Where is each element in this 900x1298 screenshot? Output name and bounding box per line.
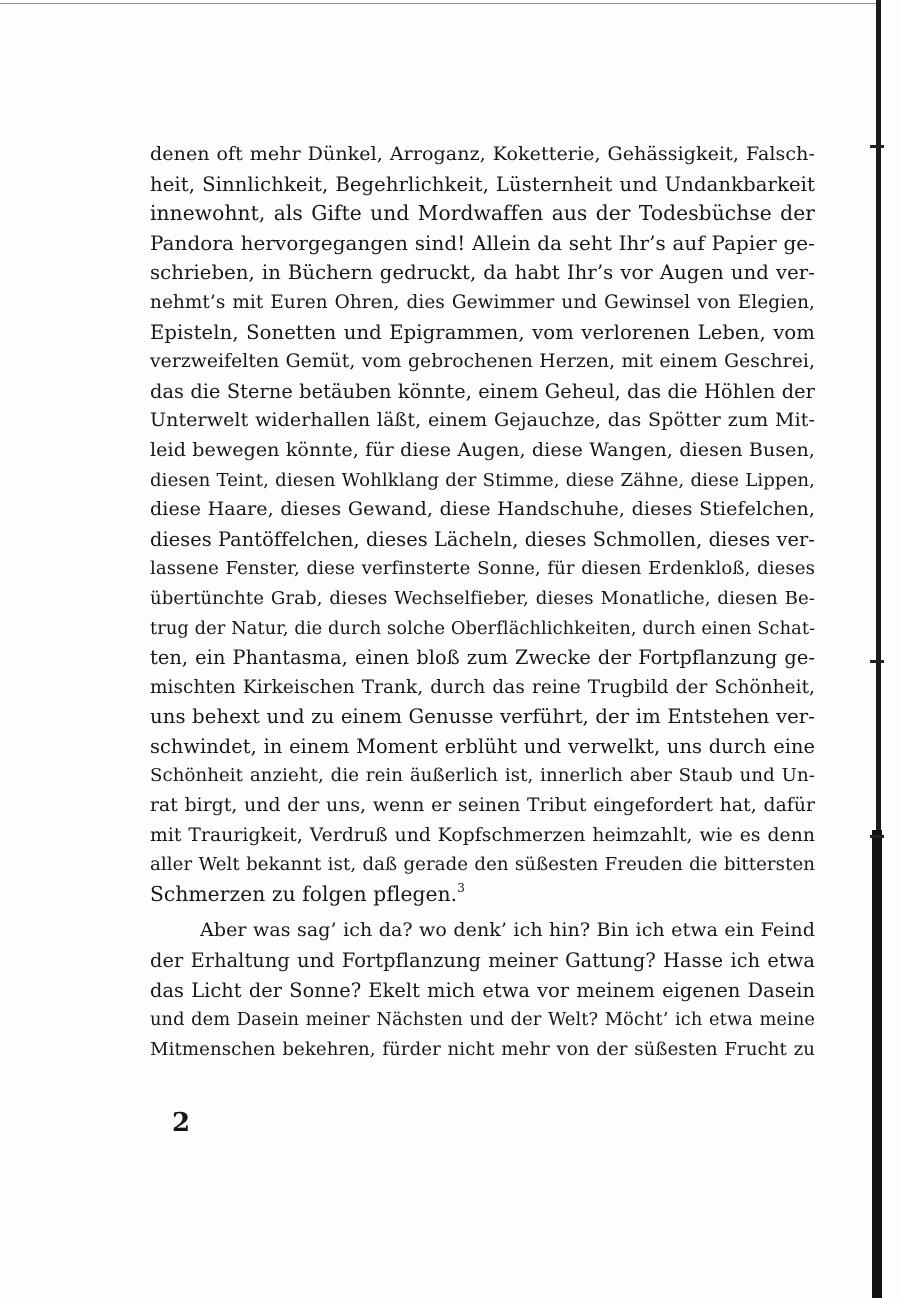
text-line: innewohnt, als Gifte und Mordwaffen aus der Todesbüchse der: [150, 201, 815, 226]
text-line: aller Welt bekannt ist, daß gerade den süßesten Freuden die bittersten: [150, 854, 815, 876]
text-line: Mitmenschen bekehren, fürder nicht mehr von der süßesten Frucht zu: [150, 1038, 815, 1060]
text-line: und dem Dasein meiner Nächsten und der Welt? Möcht’ ich etwa meine: [150, 1009, 815, 1031]
binding-notch: [870, 145, 884, 148]
text-line: mischten Kirkeischen Trank, durch das reine Trugbild der Schönheit,: [150, 676, 815, 698]
binding-notch: [870, 835, 884, 838]
text-line: das Licht der Sonne? Ekelt mich etwa vor meinem eigenen Dasein: [150, 978, 815, 1002]
footnote-marker: 3: [457, 880, 465, 895]
text-line: nehmt’s mit Euren Ohren, dies Gewimmer und Gewinsel von Elegien,: [150, 291, 815, 313]
text-line: Schmerzen zu folgen pflegen.: [150, 881, 458, 906]
top-edge-rule: [0, 3, 880, 4]
text-line: heit, Sinnlichkeit, Begehrlichkeit, Lüsternheit und Undankbarkeit: [150, 172, 815, 196]
text-line: trug der Natur, die durch solche Oberflächlichkeiten, durch einen Schat-: [150, 617, 816, 639]
text-line: schrieben, in Büchern gedruckt, da habt Ihr’s vor Augen und ver-: [150, 261, 815, 285]
text-line: denen oft mehr Dünkel, Arroganz, Koketterie, Gehässigkeit, Falsch-: [150, 143, 815, 165]
text-line: ten, ein Phantasma, einen bloß zum Zwecke der Fortpflanzung ge-: [150, 646, 815, 670]
text-line: leid bewegen könnte, für diese Augen, diese Wangen, diesen Busen,: [150, 438, 815, 461]
text-line: Aber was sag’ ich da? wo denk’ ich hin? Bin ich etwa ein Feind: [200, 919, 815, 942]
paragraph-gap: [150, 909, 815, 916]
text-line-final: [150, 880, 815, 910]
text-line: Pandora hervorgegangen sind! Allein da seht Ihr’s auf Papier ge-: [150, 231, 815, 255]
text-line: schwindet, in einem Moment erblüht und verwelkt, uns durch eine: [150, 734, 815, 758]
text-line: mit Traurigkeit, Verdruß und Kopfschmerzen heimzahlt, wie es denn: [150, 824, 815, 846]
text-line: lassene Fenster, diese verfinsterte Sonne, für diesen Erdenkloß, dieses: [150, 558, 815, 580]
text-line: rat birgt, und der uns, wenn er seinen Tribut eingefordert hat, dafür: [150, 795, 815, 817]
text-line: diesen Teint, diesen Wohlklang der Stimme, diese Zähne, diese Lippen,: [150, 469, 815, 491]
text-line: dieses Pantöffelchen, dieses Lächeln, dieses Schmollen, dieses ver-: [150, 527, 815, 551]
page-number: 2: [172, 1108, 191, 1138]
text-line: das die Sterne betäuben könnte, einem Geheul, das die Höhlen der: [150, 379, 815, 403]
text-line: verzweifelten Gemüt, vom gebrochenen Herzen, mit einem Geschrei,: [150, 351, 815, 373]
binding-edge-shadow: [872, 830, 882, 1298]
text-line: Schönheit anzieht, die rein äußerlich ist, innerlich aber Staub und Un-: [150, 765, 815, 787]
text-line: Episteln, Sonetten und Epigrammen, vom verlorenen Leben, vom: [150, 320, 815, 344]
text-line: uns behext und zu einem Genusse verführt, der im Entstehen ver-: [150, 705, 815, 729]
text-line: Unterwelt widerhallen läßt, einem Gejauchze, das Spötter zum Mit-: [150, 409, 815, 432]
text-line: diese Haare, dieses Gewand, diese Handschuhe, dieses Stiefelchen,: [150, 498, 815, 521]
body-text: [150, 140, 815, 1064]
binding-notch: [870, 660, 884, 663]
text-line: übertünchte Grab, dieses Wechselfieber, dieses Monatliche, diesen Be-: [150, 587, 815, 609]
text-line: der Erhaltung und Fortpflanzung meiner Gattung? Hasse ich etwa: [150, 949, 815, 973]
